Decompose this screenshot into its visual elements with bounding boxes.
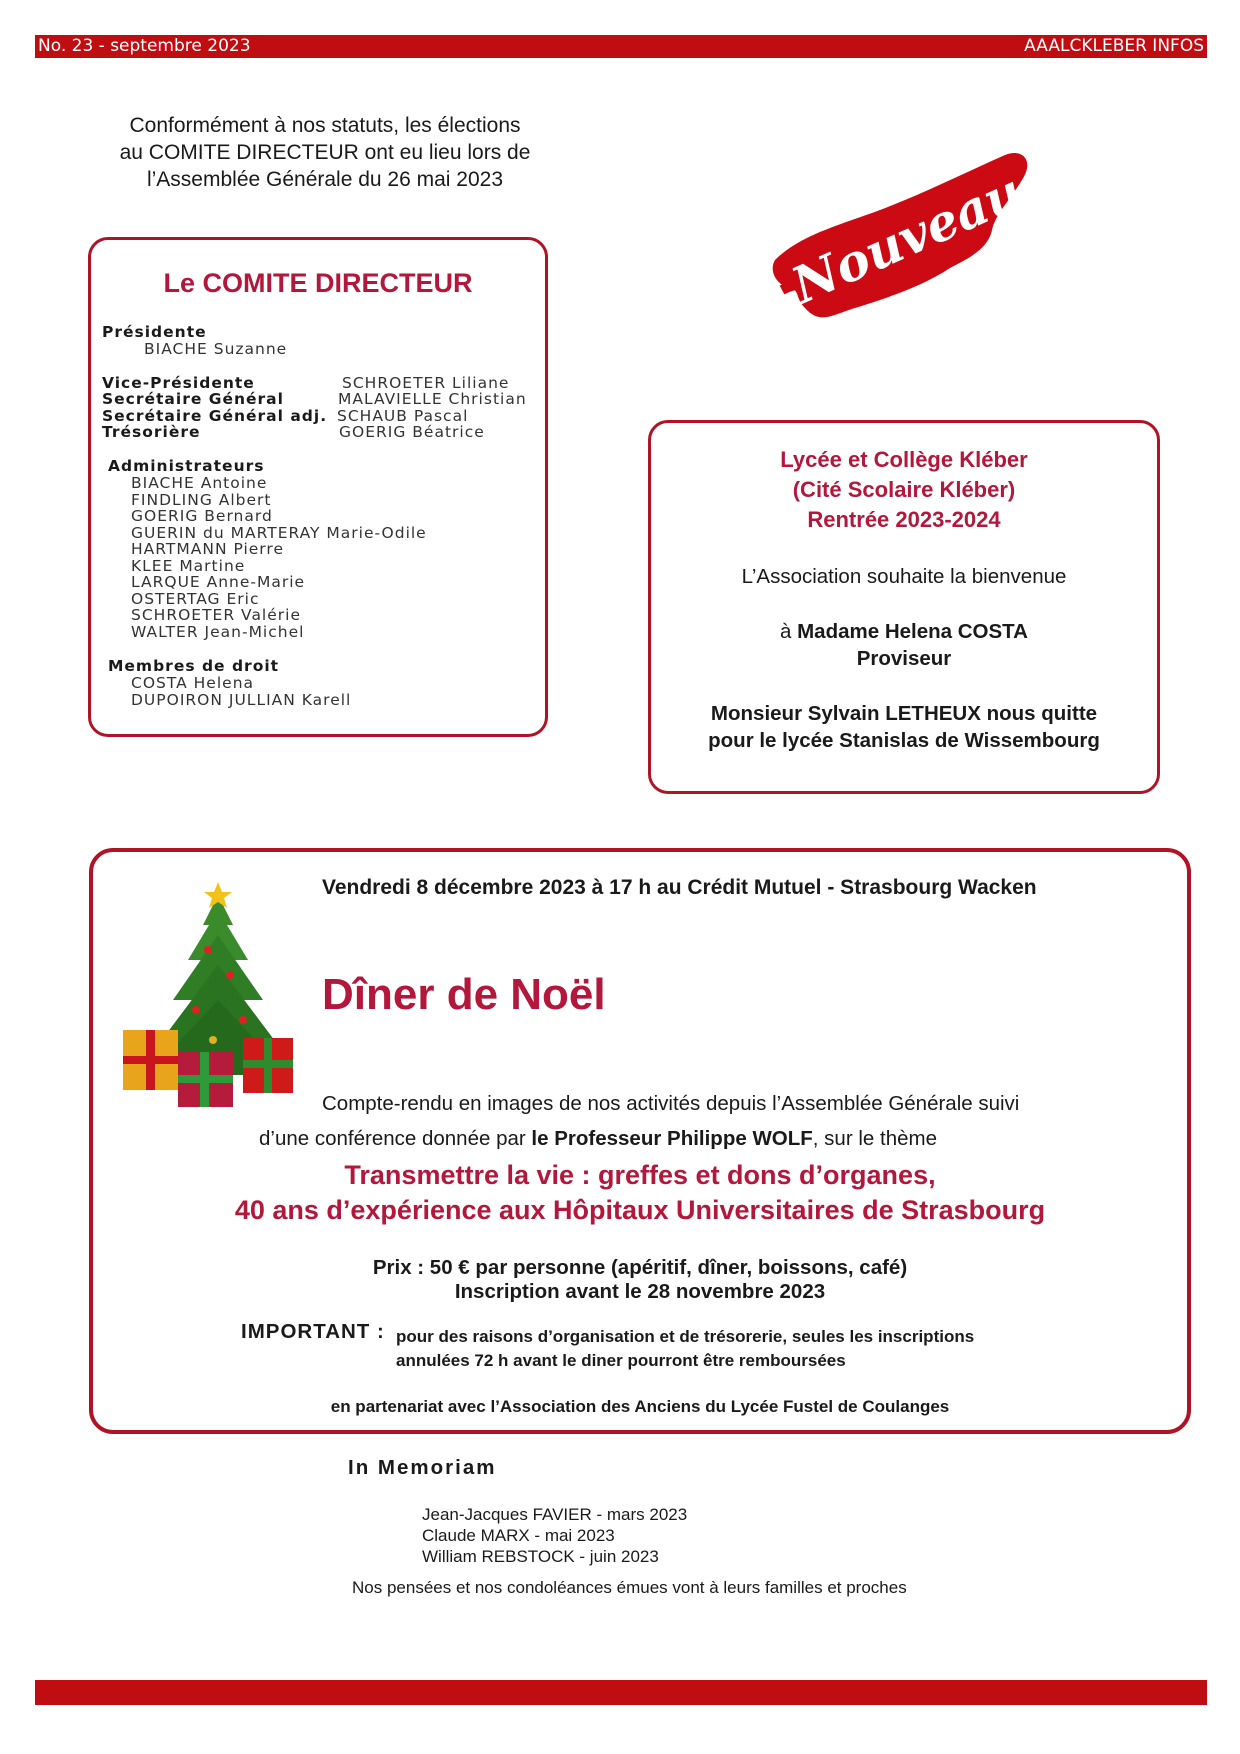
intro-line: l’Assemblée Générale du 26 mai 2023 <box>146 168 504 191</box>
officer-role: Secrétaire Général <box>102 390 284 408</box>
lycee-heading <box>651 445 1157 535</box>
intro-line: au COMITE DIRECTEUR ont eu lieu lors de <box>119 141 531 164</box>
important-label: IMPORTANT : <box>241 1320 385 1343</box>
admin-name: KLEE Martine <box>131 556 246 575</box>
price-line: Prix : 50 € par personne (apéritif, dîner, boissons, café) <box>372 1256 908 1279</box>
membre-name: COSTA Helena <box>131 674 255 692</box>
presidente-name: BIACHE Suzanne <box>144 340 288 358</box>
officer-role: Secrétaire Général adj. <box>102 407 328 425</box>
price-info <box>89 1256 1191 1304</box>
proviseur-name: Madame Helena COSTA <box>797 620 1028 643</box>
officer-role: Vice-Présidente <box>102 374 255 392</box>
memoriam-name: William REBSTOCK - juin 2023 <box>422 1547 659 1566</box>
memoriam-name: Claude MARX - mai 2023 <box>422 1526 615 1545</box>
memoriam-title: In Memoriam <box>348 1456 497 1479</box>
nouveau-text: Nouveau <box>783 161 1031 315</box>
admin-name: BIACHE Antoine <box>131 474 268 492</box>
admin-name: LARQUE Anne-Marie <box>131 573 306 591</box>
important-line: annulées 72 h avant le diner pourront être remboursées <box>396 1351 846 1370</box>
admins-list <box>131 475 427 640</box>
officer-name: MALAVIELLE Christian <box>338 390 527 408</box>
officer-role: Trésorière <box>102 423 201 441</box>
conference-line: d’une conférence donnée par le Professeur Philippe WOLF, sur le thème <box>259 1127 937 1150</box>
comite-directeur-box <box>88 237 548 737</box>
officer-name: GOERIG Béatrice <box>339 423 485 441</box>
conference-theme <box>89 1158 1191 1228</box>
important-line: pour des raisons d’organisation et de trésorerie, seules les inscriptions <box>396 1327 975 1346</box>
event-title: Dîner de Noël <box>322 970 606 1019</box>
publication-title: AAALCKLEBER INFOS <box>1024 36 1204 56</box>
partnership-note: en partenariat avec l’Association des Anciens du Lycée Fustel de Coulanges <box>330 1397 950 1416</box>
registration-deadline: Inscription avant le 28 novembre 2023 <box>454 1280 826 1303</box>
admin-name: FINDLING Albert <box>131 490 272 509</box>
lycee-kleber-box <box>648 420 1160 794</box>
admin-name: HARTMANN Pierre <box>131 540 284 558</box>
lycee-subtitle: (Cité Scolaire Kléber) <box>792 477 1016 502</box>
officer-name: SCHAUB Pascal <box>337 407 469 425</box>
admin-name: OSTERTAG Eric <box>131 589 260 608</box>
compte-rendu-text: Compte-rendu en images de nos activités depuis l’Assemblée Générale suivi <box>322 1092 1020 1115</box>
departure-line: pour le lycée Stanislas de Wissembourg <box>708 729 1100 752</box>
nouveau-badge <box>760 140 1060 340</box>
memoriam-list <box>422 1504 687 1567</box>
membres-label: Membres de droit <box>108 657 280 675</box>
condolences-text: Nos pensées et nos condoléances émues vont à leurs familles et proches <box>352 1578 907 1597</box>
welcome-name: à Madame Helena COSTA <box>780 620 1028 643</box>
membres-list <box>131 675 351 708</box>
header-bar <box>35 35 1207 58</box>
proviseur-title: Proviseur <box>856 647 952 670</box>
important-note <box>396 1325 974 1373</box>
officer-name: SCHROETER Liliane <box>342 374 510 392</box>
rentree-label: Rentrée 2023-2024 <box>807 507 1001 532</box>
intro-line: Conformément à nos statuts, les élections <box>129 114 521 137</box>
welcome-text: L’Association souhaite la bienvenue <box>741 565 1067 588</box>
lycee-title: Lycée et Collège Kléber <box>780 447 1028 472</box>
election-intro <box>90 112 560 193</box>
admin-name: GUERIN du MARTERAY Marie-Odile <box>131 523 427 542</box>
admin-name: SCHROETER Valérie <box>131 606 301 624</box>
departure-line: Monsieur Sylvain LETHEUX nous quitte <box>710 702 1098 725</box>
presidente-label: Présidente <box>102 323 207 341</box>
theme-line: Transmettre la vie : greffes et dons d’organes, <box>344 1160 936 1190</box>
theme-line: 40 ans d’expérience aux Hôpitaux Universitaires de Strasbourg <box>234 1195 1046 1225</box>
memoriam-name: Jean-Jacques FAVIER - mars 2023 <box>422 1505 688 1524</box>
membre-name: DUPOIRON JULLIAN Karell <box>131 690 352 709</box>
christmas-tree-icon <box>118 880 308 1110</box>
comite-title: Le COMITE DIRECTEUR <box>163 268 473 298</box>
issue-label: No. 23 - septembre 2023 <box>38 36 251 56</box>
event-date: Vendredi 8 décembre 2023 à 17 h au Crédit Mutuel - Strasbourg Wacken <box>322 876 1037 899</box>
speaker-name: le Professeur Philippe WOLF <box>531 1127 813 1150</box>
admins-label: Administrateurs <box>108 457 265 475</box>
admin-name: GOERIG Bernard <box>131 507 273 525</box>
footer-bar <box>35 1680 1207 1705</box>
admin-name: WALTER Jean-Michel <box>131 622 305 641</box>
